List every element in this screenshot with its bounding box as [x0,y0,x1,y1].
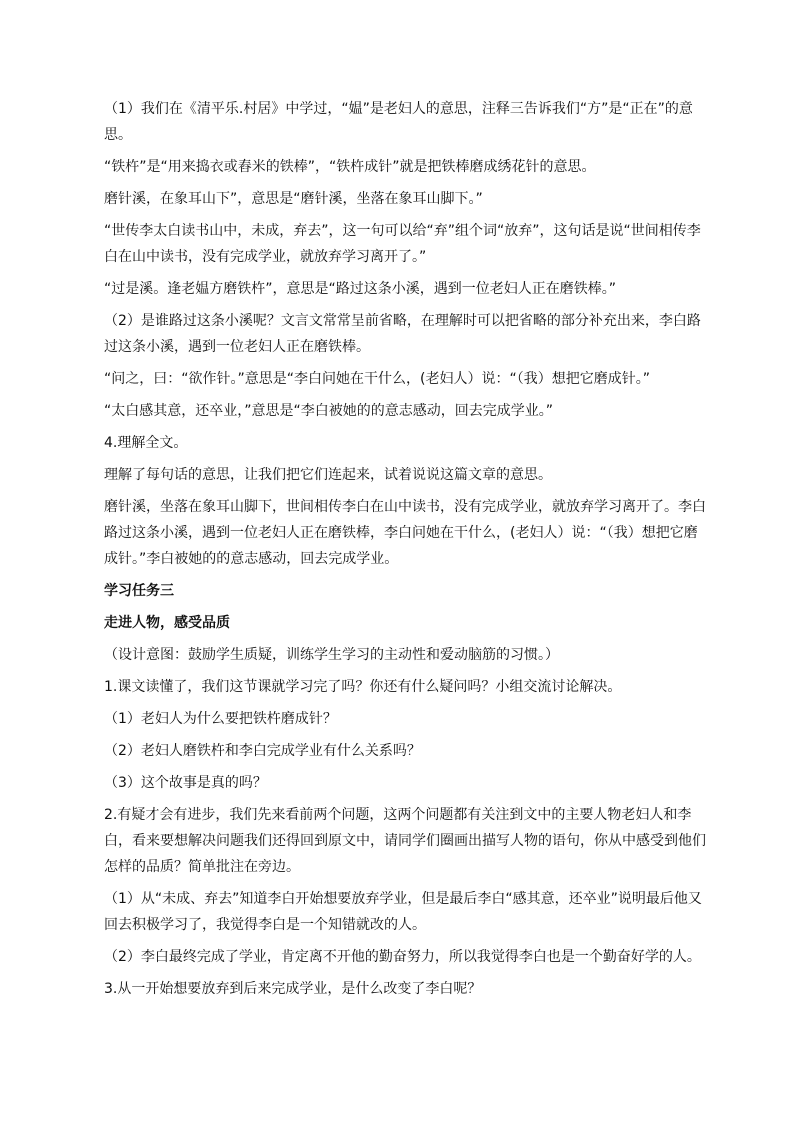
paragraph-11: 磨针溪，坐落在象耳山脚下，世间相传李白在山中读书，没有完成学业，就放弃学习离开了。李白路过这条小溪，遇到一位老妇人正在磨铁棒，李白问她在干什么，(老妇人）说：“（我）想把它磨成针。”李白被她的的意志感动，回去完成学业。 [104,499,706,567]
paragraph-7: “问之，曰：“欲作针。”意思是“李白问她在干什么，(老妇人）说：“（我）想把它磨成针。” [104,371,650,387]
paragraph-2: “铁杵”是“用来捣衣或舂米的铁棒”，“铁杵成针”就是把铁棒磨成绣花针的意思。 [104,159,596,175]
paragraph-q3: 3.从一开始想要放弃到后来完成学业，是什么改变了李白呢？ [104,981,482,997]
question-item-2: （2）老妇人磨铁杵和李白完成学业有什么关系吗？ [104,743,421,759]
paragraph-3: 磨针溪，在象耳山下”，意思是“磨针溪，坐落在象耳山脚下。” [104,191,483,207]
paragraph-8: “太白感其意，还卒业，”意思是“李白被她的的意志感动，回去完成学业。” [104,403,554,419]
section-subheading: 走进人物，感受品质 [104,615,230,631]
paragraph-5: “过是溪。逢老媪方磨铁杵”，意思是“路过这条小溪，遇到一位老妇人正在磨铁棒。” [104,281,617,297]
paragraph-4: “世传李太白读书山中，未成，弃去”，这一句可以给“弃”组个词“放弃”，这句话是说“世间相传李白在山中读书，没有完成学业，就放弃学习离开了。” [104,223,701,265]
answer-item-1: （1）从“未成、弃去”知道李白开始想要放弃学业，但是最后李白“感其意，还卒业”说明最后他又回去积极学习了，我觉得李白是一个知错就改的人。 [104,891,702,933]
paragraph-10: 理解了每句话的意思，让我们把它们连起来，试着说说这篇文章的意思。 [104,467,552,483]
paragraph-9: 4.理解全文。 [104,435,188,451]
paragraph-q1: 1.课文读懂了，我们这节课就学习完了吗？你还有什么疑问吗？小组交流讨论解决。 [104,679,622,695]
design-intent: （设计意图：鼓励学生质疑，训练学生学习的主动性和爱动脑筋的习惯。） [104,647,559,663]
section-heading: 学习任务三 [104,583,174,599]
document-body [104,96,706,1008]
paragraph-1: （1）我们在《清平乐.村居》中学过，“媪”是老妇人的意思，注释三告诉我们“方”是“正在”的意思。 [104,101,693,143]
answer-item-2: （2）李白最终完成了学业，肯定离不开他的勤奋努力，所以我觉得李白也是一个勤奋好学的人。 [104,949,701,965]
question-item-3: （3）这个故事是真的吗？ [104,775,267,791]
paragraph-6: （2）是谁路过这条小溪呢？文言文常常呈前省略，在理解时可以把省略的部分补充出来，李白路过这条小溪，遇到一位老妇人正在磨铁棒。 [104,313,701,355]
question-item-1: （1）老妇人为什么要把铁杵磨成针？ [104,711,337,727]
paragraph-q2: 2.有疑才会有进步，我们先来看前两个问题，这两个问题都有关注到文中的主要人物老妇人和李白，看来要想解决问题我们还得回到原文中，请同学们圈画出描写人物的语句，你从中感受到他们怎样的品质？简单批注在旁边。 [104,807,706,875]
